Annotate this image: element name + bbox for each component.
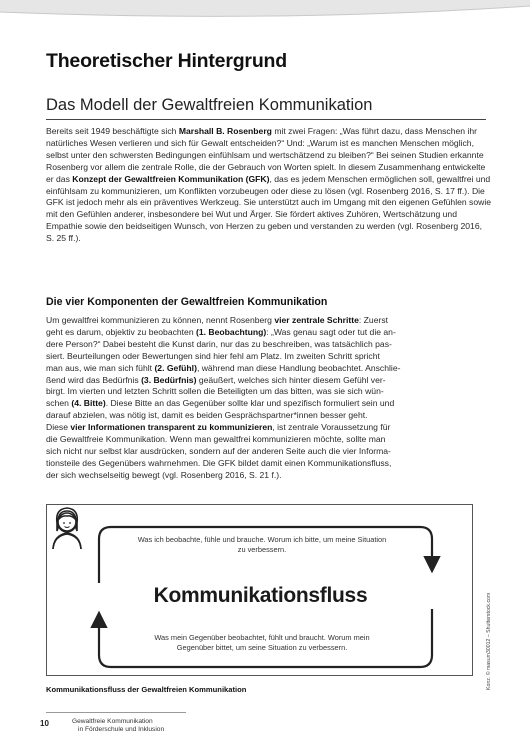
footer-line-2: in Förderschule und Inklusion (78, 726, 165, 733)
header-swoosh (0, 0, 530, 26)
diagram-caption: Kommunikationsfluss der Gewaltfreien Kommunikation (46, 685, 247, 694)
components-line: geht es darum, objektiv zu beobachten (1. Beobachtung): „Was genau sagt oder tut die an- (46, 326, 396, 337)
section-title: Das Modell der Gewaltfreien Kommunikation (46, 96, 486, 120)
components-line: man aus, wie man sich fühlt (2. Gefühl), während man diese Handlung beobachtet. Anschlie- (46, 362, 401, 373)
flow-bottom-text: Was mein Gegenüber beobachtet, fühlt und braucht. Worum mein Gegenüber bittet, um seine Situation zu verbessern. (137, 633, 387, 652)
components-line: ßend wird das Bedürfnis (3. Bedürfnis) geäußert, welches sich hinter diesem Gefühl ver- (46, 374, 386, 385)
flow-top-text: Was ich beobachte, fühle und brauche. Worum ich bitte, um meine Situation zu verbessern. (137, 535, 387, 554)
components-line: Diese vier Informationen transparent zu kommunizieren, ist zentrale Voraussetzung für (46, 422, 391, 433)
subsection-title: Die vier Komponenten der Gewaltfreien Kommunikation (46, 296, 328, 308)
components-line: Um gewaltfrei kommunizieren zu können, nennt Rosenberg vier zentrale Schritte: Zuerst (46, 315, 389, 325)
flow-center-title: Kommunikationsfluss (153, 584, 368, 607)
components-line: die Gewaltfreie Kommunikation. Wenn man gewaltfrei kommunizieren möchte, sollte man (46, 434, 386, 445)
components-line: birgt. Im vierten und letzten Schritt sollen die Beteiligten um das bitten, was sie sich wün- (46, 386, 384, 397)
components-line: der sich wechselseitig bewegt (vgl. Rosenberg 2016, S. 21 f.). (46, 469, 282, 480)
components-line: schen (4. Bitte). Diese Bitte an das Gegenüber sollte klar und spezifisch formuliert sein und (46, 398, 395, 409)
footer-book-title (72, 718, 164, 734)
intro-bold-gfk: Konzept der Gewaltfreien Kommunikation (GFK) (72, 173, 270, 184)
components-line: siert. Beurteilungen oder Bewertungen sind hier fehl am Platz. Im zweiten Schritt spricht (46, 350, 380, 361)
boy-figure-icon (47, 505, 87, 549)
communication-flow-diagram (46, 504, 473, 676)
page-title: Theoretischer Hintergrund (46, 50, 287, 72)
components-line: sich nicht nur selbst klar ausdrücken, sondern auf der anderen Seite auch die vier Informa- (46, 445, 391, 456)
intro-bold-rosenberg: Marshall B. Rosenberg (178, 126, 272, 136)
components-line: dere Person?“ Dabei besteht die Kunst darin, nur das zu beschreiben, was tatsächlich pas- (46, 338, 392, 349)
footer-divider (46, 712, 186, 713)
footer-line-1: Gewaltfreie Kommunikation (72, 718, 153, 725)
components-line: darauf abzielen, was nötig ist, damit es beiden Gesprächspartner*innen besser geht. (46, 410, 368, 421)
components-line: tionsteile des Gegenübers wahrnehmen. Die GFK bildet damit einen Kommunikationsfluss, (46, 457, 392, 468)
image-credit: Konz. © masum30012 – Shutterstock.com (486, 592, 492, 690)
intro-paragraph: Bereits seit 1949 beschäftigte sich Marshall B. Rosenberg mit zwei Fragen: „Was führt dazu, dass Menschen ihr natürliches Wesen verlieren und sich für Gewalt entscheiden?“ Und: „Warum ist es manchen Menschen möglich, selbst unter den schwersten Bedingungen einfühlsam und wertschätzend zu bleiben?“ Bei seinen Studien erkannte Rosenberg vor allem die zentrale Rolle, die der Gebrauch von Worten spielt. In diesem Zusammenhang entwickelte er das Konzept der Gewaltfreien Kommunikation (GFK), das es jedem Menschen ermöglichen soll, gewaltfrei und einfühlsam zu kommunizieren, um Konflikten vorzubeugen oder diese zu lösen (vgl. Rosenberg 2016, S. 17 ff.). Die GFK ist jedoch mehr als ein präventives Werkzeug. Sie unterstützt auch im Umgang mit den eigenen Gefühlen sowie mit den Gefühlen anderer, insbesondere bei Wut und Ärger. Sie fördert aktives Zuhören, Wertschätzung und Empathie sowie den beidseitigen Wunsch, von Herzen zu geben und verstanden zu werden (vgl. Rosenberg 2016, S. 25 ff.). (46, 126, 492, 244)
page-number: 10 (40, 719, 49, 728)
components-paragraph (46, 315, 492, 482)
